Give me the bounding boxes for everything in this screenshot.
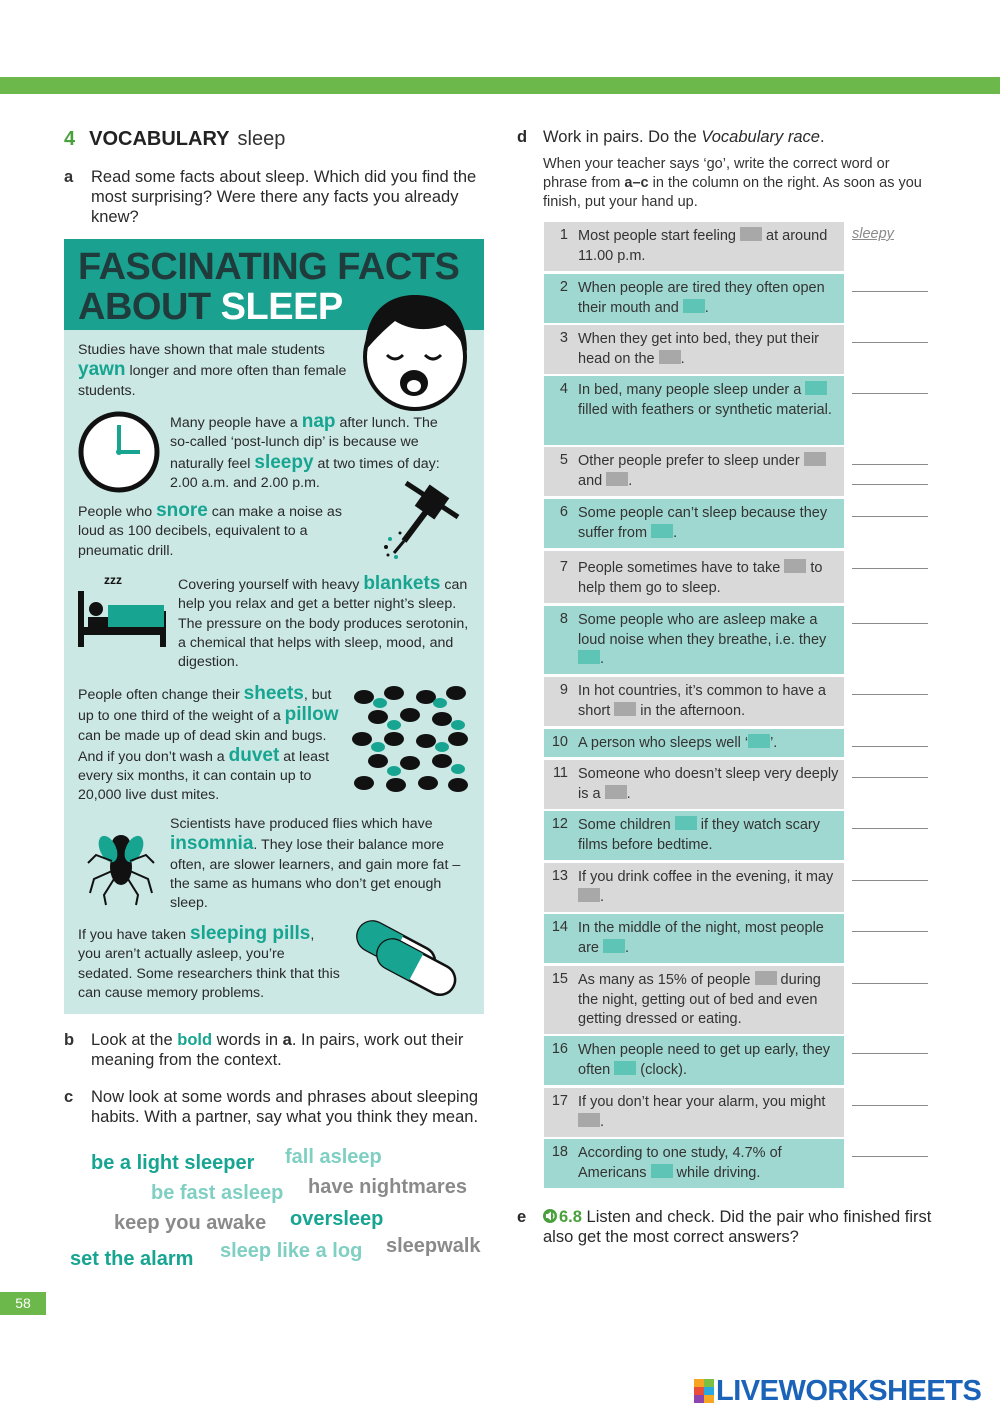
answer-gap[interactable] <box>651 524 673 538</box>
sentence-part: When people need to get up early, they often <box>578 1042 831 1078</box>
instructions-pre: When your teacher says ‘go’, write the correct word or phrase from <box>543 156 890 191</box>
phrase-tag: sleepwalk <box>386 1235 481 1257</box>
fact-text: at two times of day: 2.00 a.m. and 2.00 p.m. <box>170 455 440 491</box>
task-a-letter: a <box>64 168 74 186</box>
sentence-text <box>578 504 840 543</box>
sentence-text <box>578 1041 840 1080</box>
task-c-text: Now look at some words and phrases about sleeping habits. With a partner, say what you think they mean. <box>91 1088 479 1126</box>
answer-gap[interactable] <box>805 381 827 395</box>
sentence-row-8 <box>544 606 844 674</box>
facts-title-sleep: SLEEP <box>220 286 343 328</box>
answer-gap[interactable] <box>675 816 697 830</box>
answer-line[interactable] <box>852 694 928 695</box>
sentence-text <box>578 227 840 266</box>
sentence-row-16 <box>544 1036 844 1085</box>
answer-gap[interactable] <box>578 650 600 664</box>
keyword-duvet: duvet <box>228 744 280 766</box>
answer-gap[interactable] <box>614 702 636 716</box>
sentence-part: A person who sleeps well ‘ <box>578 735 749 751</box>
task-b-letter: b <box>64 1031 75 1049</box>
answer-gap[interactable] <box>606 472 628 486</box>
sentence-part: If you drink coffee in the evening, it may <box>578 869 834 885</box>
sentence-text <box>578 330 840 369</box>
sentence-part: As many as 15% of people <box>578 972 755 988</box>
sentence-number: 6 <box>559 504 568 520</box>
fact-text: Scientists have produced flies which have <box>170 816 433 832</box>
sentence-part: Other people prefer to sleep under <box>578 453 804 469</box>
section-subtitle: sleep <box>237 128 286 150</box>
answer-gap[interactable] <box>784 559 806 573</box>
sentence-part: in the afternoon. <box>636 702 746 719</box>
answer-gap[interactable] <box>614 1061 636 1075</box>
task-b-ref: a <box>282 1031 292 1049</box>
task-b <box>64 1030 484 1072</box>
answer-line[interactable] <box>852 464 928 465</box>
sentence-part: . <box>600 651 605 667</box>
keyword-sheets: sheets <box>243 683 304 704</box>
sentence-number: 13 <box>551 868 568 884</box>
fact-insomnia <box>170 815 470 913</box>
sentence-part: if they watch scary films before bedtime. <box>578 817 821 853</box>
phrase-tag: fall asleep <box>285 1146 382 1168</box>
sentence-row-1 <box>544 222 844 271</box>
keyword-blankets: blankets <box>363 573 441 594</box>
fact-text: Covering yourself with heavy <box>178 577 364 593</box>
fly-icon <box>86 827 156 907</box>
sentence-part: . <box>673 524 678 541</box>
answer-gap[interactable] <box>603 939 625 953</box>
bed-icon <box>74 587 170 651</box>
answer-line[interactable] <box>852 828 928 829</box>
sentence-row-3 <box>544 325 844 374</box>
sentence-part: while driving. <box>672 1164 761 1181</box>
fact-yawn <box>78 341 348 401</box>
fact-sleeping-pills <box>78 924 340 1003</box>
sentence-text <box>578 381 840 420</box>
liveworksheets-wordmark: LIVEWORKSHEETS <box>716 1374 982 1407</box>
answer-gap[interactable] <box>578 1113 600 1127</box>
sentence-part: If you don’t hear your alarm, you might <box>578 1094 826 1110</box>
sentence-row-2 <box>544 274 844 323</box>
task-d-title-pre: Work in pairs. Do the <box>543 128 702 146</box>
sentence-number: 15 <box>551 971 568 987</box>
answer-line[interactable] <box>852 623 928 624</box>
phrase-tag: be a light sleeper <box>91 1152 255 1174</box>
top-green-bar <box>0 77 1000 94</box>
sentence-text <box>578 559 840 598</box>
phrase-tag: have nightmares <box>308 1176 467 1198</box>
keyword-insomnia: insomnia <box>170 833 254 855</box>
fact-text: , you aren’t actually asleep, you’re sedated. Some researchers think that this can cause memory problems. <box>78 927 340 1001</box>
liveworksheets-logo-icon <box>694 1379 714 1403</box>
answer-line[interactable] <box>852 746 928 747</box>
task-a <box>64 167 484 229</box>
sentence-part: Someone who doesn’t sleep very deeply is a <box>578 766 839 802</box>
fact-text: can make a noise as loud as 100 decibels, equivalent to a pneumatic drill. <box>78 504 342 559</box>
answer-gap[interactable] <box>748 734 770 748</box>
task-e-body: Listen and check. Did the pair who finished first also get the most correct answers? <box>543 1208 932 1246</box>
task-a-text: Read some facts about sleep. Which did you find the most surprising? Were there any facts you already knew? <box>91 168 477 226</box>
answer-line[interactable] <box>852 1105 928 1106</box>
answer-gap[interactable] <box>651 1164 673 1178</box>
sentence-row-15 <box>544 966 844 1034</box>
section-title: VOCABULARY <box>89 128 230 150</box>
yawning-face-icon <box>359 291 471 411</box>
sentence-number: 4 <box>559 381 568 397</box>
task-c <box>64 1087 484 1149</box>
sentence-number: 16 <box>551 1041 568 1057</box>
sentence-part: . <box>600 1113 605 1130</box>
fact-snore <box>78 501 368 561</box>
sentence-part: In bed, many people sleep under a <box>578 382 806 398</box>
zzz-label: zzz <box>104 573 122 587</box>
keyword-yawn: yawn <box>78 359 126 381</box>
phrase-tag: oversleep <box>290 1208 384 1230</box>
sentence-part: to help them go to sleep. <box>578 560 823 596</box>
sentence-part: Some people who are asleep make a loud noise when they breathe, i.e. they <box>578 612 827 648</box>
audio-icon[interactable] <box>543 1209 559 1223</box>
fact-text: . They lose their balance more often, are slower learners, and gain more fat – the same as humans who don’t get enough sleep. <box>170 837 461 912</box>
fact-text: , but up to one third of the weight of a <box>78 687 332 725</box>
page-number: 58 <box>0 1292 46 1315</box>
answer-line[interactable] <box>852 516 928 517</box>
section-number: 4 <box>64 128 76 150</box>
answer-gap[interactable] <box>659 350 681 364</box>
answer-gap[interactable] <box>578 888 600 902</box>
sentence-text <box>578 868 840 907</box>
sentence-part: Some people can’t sleep because they suffer from <box>578 505 828 541</box>
pneumatic-drill-icon <box>382 475 472 559</box>
sentence-row-12 <box>544 811 844 860</box>
sentence-text <box>578 1144 840 1183</box>
sentence-number: 18 <box>551 1144 568 1160</box>
sentence-part: (clock). <box>636 1061 688 1078</box>
sentence-part: When they get into bed, they put their head on the <box>578 331 820 367</box>
fact-sheets <box>78 684 350 806</box>
phrase-tag: be fast asleep <box>151 1182 284 1204</box>
sentence-row-14 <box>544 914 844 963</box>
sentence-part: In hot countries, it’s common to have a short <box>578 683 826 719</box>
task-d-title-em: Vocabulary race <box>701 128 820 146</box>
section-heading <box>64 128 285 151</box>
sentence-number: 7 <box>559 559 568 575</box>
sentence-part: during the night, getting out of bed and even getting dressed or eating. <box>578 972 821 1027</box>
sentence-row-17 <box>544 1088 844 1137</box>
task-e-text <box>543 1207 943 1247</box>
sentence-part: . <box>680 350 685 367</box>
answer-line[interactable] <box>852 484 928 485</box>
clock-icon <box>76 409 162 495</box>
pills-icon <box>348 915 462 1003</box>
sentence-part: According to one study, 4.7% of Americans <box>578 1145 782 1181</box>
sentence-row-10 <box>544 729 844 757</box>
sentence-row-11 <box>544 760 844 809</box>
keyword-nap: nap <box>301 411 336 432</box>
fact-text: People who <box>78 504 157 520</box>
keyword-sleepy: sleepy <box>254 451 314 473</box>
fact-text: after lunch. The so-called ‘post-lunch dip’ is because we naturally feel <box>170 415 438 472</box>
fact-text: Studies have shown that male students <box>78 342 325 358</box>
answer-line[interactable] <box>852 291 928 292</box>
answer-line[interactable] <box>852 983 928 984</box>
phrase-tag: sleep like a log <box>220 1240 363 1262</box>
sentence-part: . <box>704 299 709 316</box>
task-e-letter: e <box>517 1208 527 1226</box>
sentence-part: filled with feathers or synthetic material. <box>578 401 832 418</box>
task-b-mid: words in <box>212 1031 283 1049</box>
sentence-number: 11 <box>552 765 568 781</box>
sentence-text <box>578 1093 840 1132</box>
fact-text: People often change their <box>78 687 244 703</box>
sentence-number: 8 <box>559 611 568 627</box>
facts-panel <box>64 239 484 1014</box>
sentence-number: 12 <box>551 816 568 832</box>
task-b-text <box>91 1030 486 1070</box>
sentence-part: Most people start feeling <box>578 228 741 244</box>
sentence-row-4 <box>544 376 844 445</box>
keyword-sleeping-pills: sleeping pills <box>190 923 311 944</box>
answer-gap[interactable] <box>605 785 627 799</box>
sentence-number: 2 <box>559 279 568 295</box>
instructions-post: in the column on the right. As soon as you finish, put your hand up. <box>543 175 922 210</box>
sentence-part: and <box>578 472 607 489</box>
sentence-part: People sometimes have to take <box>578 560 785 576</box>
answer-gap[interactable] <box>683 299 705 313</box>
phrase-tag: set the alarm <box>70 1248 194 1270</box>
sentence-text <box>578 765 840 804</box>
sentence-row-18 <box>544 1139 844 1188</box>
liveworksheets-brand <box>694 1376 981 1406</box>
sentence-part: When people are tired they often open their mouth and <box>578 280 825 316</box>
task-d-letter: d <box>517 128 528 146</box>
answer-line[interactable] <box>852 568 928 569</box>
answer-line[interactable] <box>852 342 928 343</box>
track-number: 6.8 <box>559 1208 582 1226</box>
example-answer: sleepy <box>852 226 894 242</box>
sentence-row-7 <box>544 551 844 603</box>
facts-title-about: ABOUT <box>78 286 211 328</box>
fact-text: at least every six months, it can contain up to 20,000 live dust mites. <box>78 748 330 804</box>
answer-line[interactable] <box>852 1053 928 1054</box>
sentence-number: 3 <box>559 330 568 346</box>
sentence-text <box>578 452 840 491</box>
sentence-number: 9 <box>559 682 568 698</box>
phrase-tag: keep you awake <box>114 1212 267 1234</box>
sentence-row-13 <box>544 863 844 912</box>
answer-line[interactable] <box>852 393 928 394</box>
fact-text: Many people have a <box>170 415 302 431</box>
sentence-row-6 <box>544 499 844 548</box>
sentence-text <box>578 919 840 958</box>
sentence-number: 5 <box>559 452 568 468</box>
dust-mites-icon <box>350 685 474 797</box>
sentence-number: 14 <box>551 919 568 935</box>
task-d-title <box>543 128 825 147</box>
answer-gap[interactable] <box>755 971 777 985</box>
sentence-number: 1 <box>559 227 568 243</box>
task-d-instructions <box>543 155 933 212</box>
sentence-part: In the middle of the night, most people are <box>578 920 824 956</box>
fact-text: If you have taken <box>78 927 190 943</box>
sentence-part: . <box>626 785 631 802</box>
fact-text: can be made up of dead skin and bugs. And if you don’t wash a <box>78 727 327 765</box>
sentence-part: at around 11.00 p.m. <box>578 228 828 264</box>
instructions-ref: a–c <box>624 175 649 191</box>
fact-text: can help you relax and get a better night’s sleep. The pressure on the body produces serotonin, a chemical that helps with sleep, mood, and digestion. <box>178 577 469 671</box>
sentence-part: ’. <box>770 735 778 751</box>
keyword-pillow: pillow <box>284 704 339 726</box>
sentence-part: . <box>600 888 605 905</box>
keyword-snore: snore <box>156 500 208 521</box>
sentence-number: 10 <box>551 734 568 750</box>
task-c-letter: c <box>64 1088 74 1106</box>
sentence-part: . <box>628 472 633 489</box>
answer-gap[interactable] <box>804 452 826 466</box>
task-b-bold: bold <box>177 1031 213 1049</box>
sentence-text <box>578 279 840 318</box>
sentence-text <box>578 682 840 721</box>
answer-gap[interactable] <box>740 227 762 241</box>
sentence-text <box>578 611 840 670</box>
sentence-number: 17 <box>551 1093 568 1109</box>
sentence-text <box>578 971 840 1030</box>
answer-line[interactable] <box>852 880 928 881</box>
facts-title-line1: FASCINATING FACTS <box>78 246 460 288</box>
sentence-row-5 <box>544 447 844 496</box>
sentence-part: Some children <box>578 817 675 833</box>
fact-text: longer and more often than female students. <box>78 363 347 399</box>
sentence-row-9 <box>544 677 844 726</box>
sentence-text <box>578 816 840 855</box>
answer-line[interactable] <box>852 1156 928 1157</box>
fact-blankets <box>178 574 473 672</box>
answer-line[interactable] <box>852 931 928 932</box>
sentence-text <box>578 734 840 754</box>
sentence-part: . <box>625 939 630 956</box>
task-d-title-post: . <box>819 128 825 146</box>
answer-line[interactable] <box>852 777 928 778</box>
task-b-post: . In pairs, work out their meaning from the context. <box>91 1031 464 1069</box>
task-b-pre: Look at the <box>91 1031 178 1049</box>
